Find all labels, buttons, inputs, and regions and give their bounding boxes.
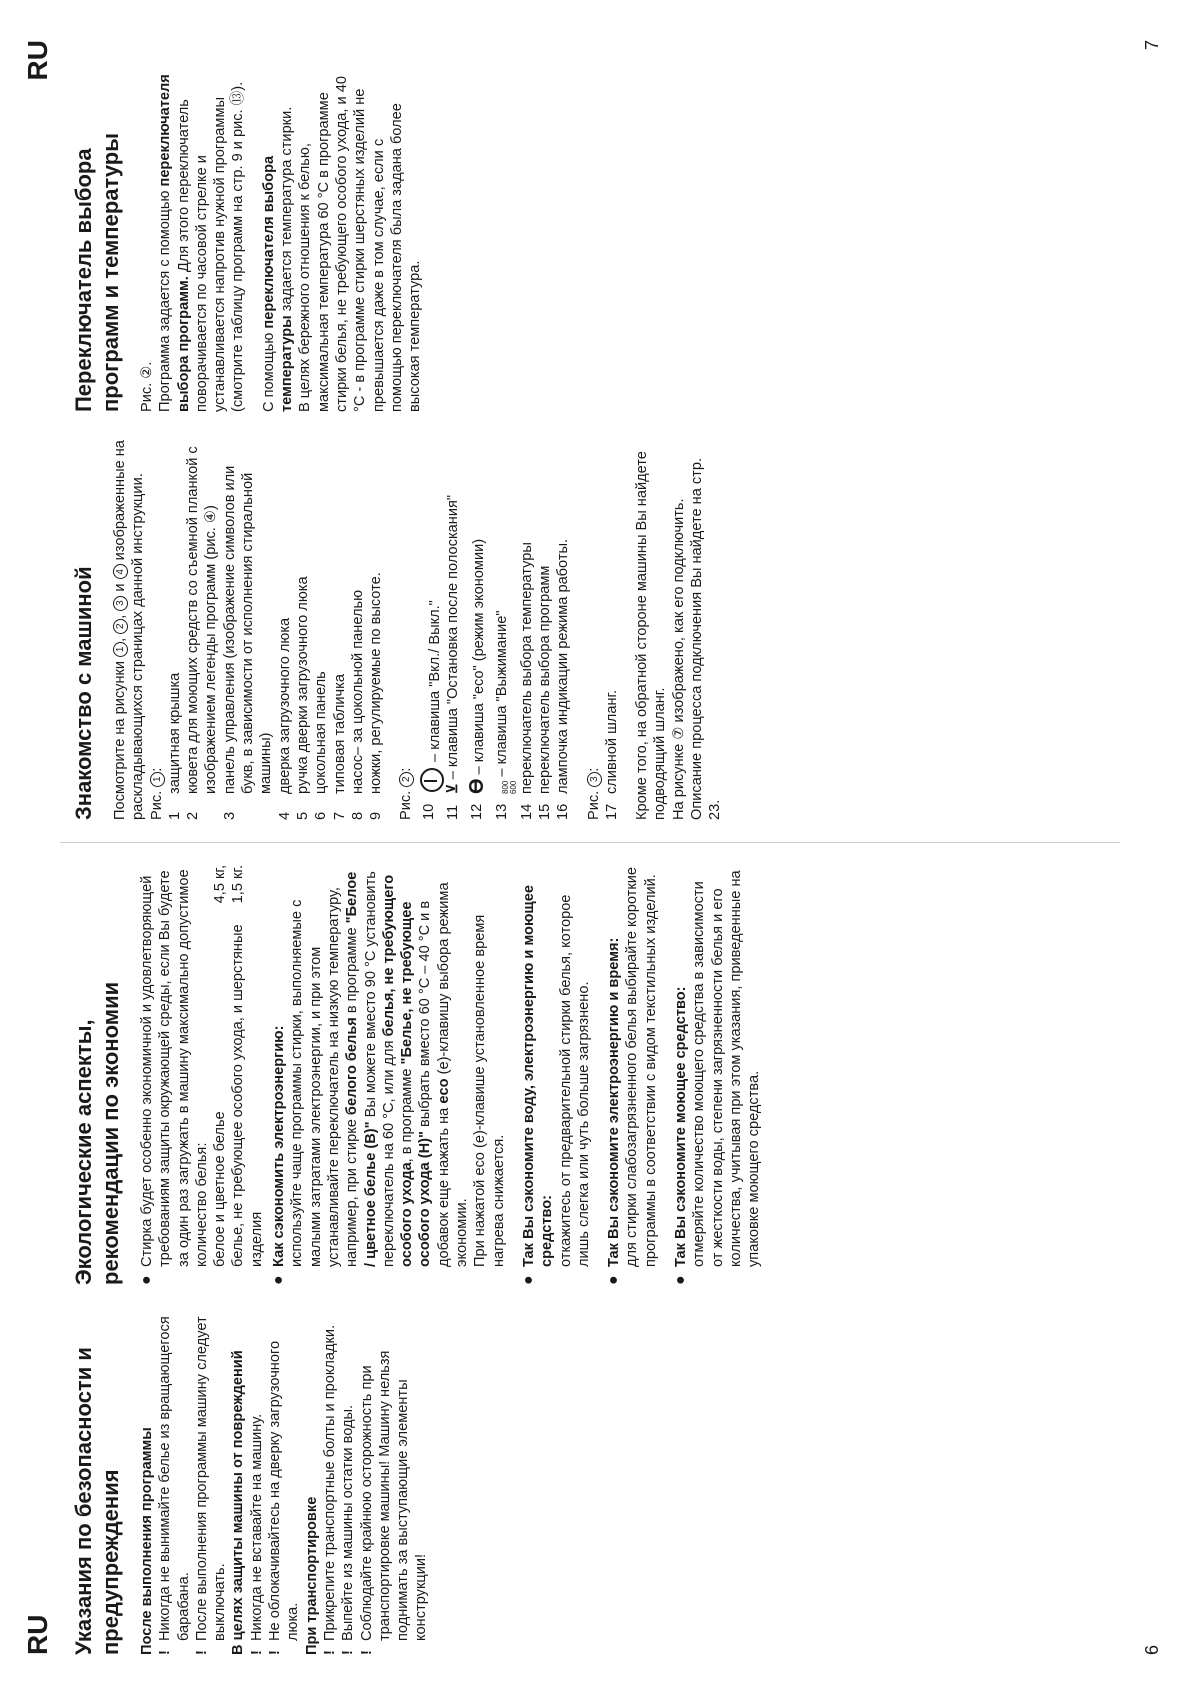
intro-title: Знакомство с машиной: [71, 566, 96, 820]
warning-item: ! Никогда не вынимайте белье из вращающегося барабана.: [157, 1316, 192, 1655]
transport-heading: При транспортировке: [303, 1496, 320, 1655]
figure-ref-icon: 3: [113, 596, 128, 611]
eco-bullet: ● Как сэкономить электроэнергию: используйте чаще программы стирки, выполняемые с малыми затратами электроэнергии, и при этом устанавливайте переключатель на низкую температуру, например, при стирке белого белья в программе "Белое / цветное белье (B)" Вы можете вместо 90 °С установить переключатель на 60 °С, или для белья, не требующего особого ухода, в программе "Белье, не требующее особого ухода (H)" выбрать вместо 60 °С – 40 °С и в добавок еще нажать на eco (e)-клавишу выбора режима экономии. При нажатой eco (e)-клавише установленное время нагрева снижается.: [270, 871, 507, 1285]
list-item: 13 800 600 – клавиша "Выжимание": [493, 610, 518, 820]
language-label: RU: [22, 40, 53, 81]
warning-item: ! После выполнения программы машину следует выключать.: [193, 1316, 229, 1655]
selector-title: Переключатель выбора программ и температуры: [71, 133, 123, 412]
protect-heading: В целях защиты машины от повреждений: [230, 1350, 247, 1655]
list-item: 2 кювета для моющих средств со съемной планкой с изображением легенды программ (рис. ④): [185, 446, 220, 820]
eco-bullet: ● Так Вы сэкономите воду, электроэнергию и моющее средство: откажитесь от предварительной стирки белья, которое лишь слегка или чуть больше загрязнено.: [519, 885, 592, 1285]
eco-bullet: ● Так Вы сэкономите электроэнергию и время: для стирки слабозагрязненного белья выбирайте короткие программы в соответствии с видом текстильных изделий.: [605, 867, 659, 1285]
power-icon: [420, 768, 444, 792]
intro-paragraph: Посмотрите на рисунки 1, 2, 3 и 4 изображенные на раскладывающихся страницах данной инструкции.: [112, 440, 147, 820]
figure-ref-icon: 1: [113, 642, 128, 657]
page-number: 6: [1142, 1644, 1162, 1655]
list-item: 10 – клавиша "Вкл./ Выкл.": [420, 600, 443, 820]
figure-label: Рис. 2:: [398, 767, 415, 820]
selector-paragraph: Программа задается с помощью переключателя выбора программ. Для этого переключатель поворачивается по часовой стрелке и устанавливается напротив нужной программы (смотрите таблицу программ на стр. 9 и рис. ⑬).: [157, 74, 247, 412]
selector-paragraph: С помощью переключателя выбора температуры задается температура стирки.: [260, 106, 296, 412]
spin-icon: 800 600: [500, 780, 518, 794]
eco-title: Экологические аспекты, рекомендации по экономии: [71, 981, 123, 1285]
list-item: 9 ножки, регулируемые по высоте.: [368, 572, 385, 820]
warning-item: ! Никогда не вставайте на машину.: [248, 1413, 265, 1655]
selector-paragraph: В целях бережного отношения к белью, максимальная температура 60 °С в программе стирки белья, не требующего особого ухода, и 40 °С - в программе стирки шерстяных изделий не превышается даже в том случае, если с помощью переключателя была задана более высокая температура.: [297, 76, 424, 412]
list-item: 4 дверка загрузочного люка: [276, 617, 293, 820]
eco-section: [70, 865, 764, 1285]
list-item: 1 защитная крышка: [166, 672, 183, 820]
warning-item: ! Соблюдайте крайнюю осторожность при транспортировке машины! Машину нельзя поднимать за выступающие элементы конструкции!: [358, 1350, 430, 1655]
list-item: 8 насос– за цокольной панелью: [349, 589, 366, 820]
list-item: 3 панель управления (изображение символов или букв, в зависимости от исполнения стиральной машины): [221, 465, 275, 820]
list-item: 12 ϴ – клавиша "eco" (режим экономии): [466, 538, 489, 820]
intro-section: [70, 440, 725, 820]
figure-ref-icon: 2: [113, 619, 128, 634]
selector-section: [70, 72, 424, 412]
list-item: 15 переключатель выбора программ: [536, 565, 553, 820]
list-item: 6 цокольная панель: [313, 671, 330, 820]
warning-item: ! Выпейте из машины остатки воды.: [340, 1404, 357, 1655]
page-number: 7: [1142, 40, 1162, 51]
language-label: RU: [22, 1614, 53, 1655]
page-6: [0, 843, 1191, 1685]
safety-title: Указания по безопасности и предупреждения: [71, 1347, 123, 1655]
list-item: 5 ручка дверки загрузочного люка: [294, 576, 311, 820]
figure-label: Рис. 3:: [585, 767, 602, 820]
list-item: 16 лампочка индикации режима работы.: [555, 538, 572, 820]
list-item: 11 ⊻ – клавиша "Остановка после полоскания": [445, 494, 462, 820]
safety-section: [70, 1315, 431, 1655]
warning-item: ! Прикрепите транспортные болты и прокладки.: [321, 1324, 338, 1655]
list-item: 7 типовая табличка: [331, 674, 348, 820]
figure-label: Рис. 1:: [148, 767, 165, 820]
during-program-heading: После выполнения программы: [139, 1427, 155, 1655]
selector-fig-ref: Рис. ②.: [139, 361, 155, 412]
eco-bullet: ● Стирка будет особенно экономичной и удовлетворяющей требованиям защиты окружающей среды, если Вы будете за один раз загружать в машину максимально допустимое количество белья: белое и цветное белье 4,5 кг, белье, не требующее особого ухода, и шерстяные изделия 1,5 кг.: [138, 865, 265, 1285]
page-divider: [60, 842, 1120, 843]
warning-item: ! Не облокачивайтесь на дверку загрузочного люка.: [267, 1340, 302, 1655]
eco-bullet: ● Так Вы сэкономите моющее средство: отмеряйте количество моющего средства в зависимости от жесткости воды, степени загрязненности белья и его количества, учитывая при этом указания, приведенные на упаковке моющего средства.: [672, 870, 763, 1285]
list-item: 14 переключатель выбора температуры: [518, 542, 535, 820]
back-side-paragraph: Кроме того, на обратной стороне машины Вы найдете подводящий шланг.: [634, 451, 669, 820]
figure-ref-icon: 4: [113, 564, 128, 579]
fig7-paragraph: На рисунке ⑦ изображено, как его подключить. Описание процесса подключения Вы найдете на стр. 23.: [670, 457, 724, 820]
rinse-hold-icon: ⊻: [445, 783, 462, 794]
eco-icon: ϴ: [466, 778, 489, 794]
list-item: 17 сливной шланг.: [603, 689, 620, 820]
page-7: [0, 0, 1191, 842]
